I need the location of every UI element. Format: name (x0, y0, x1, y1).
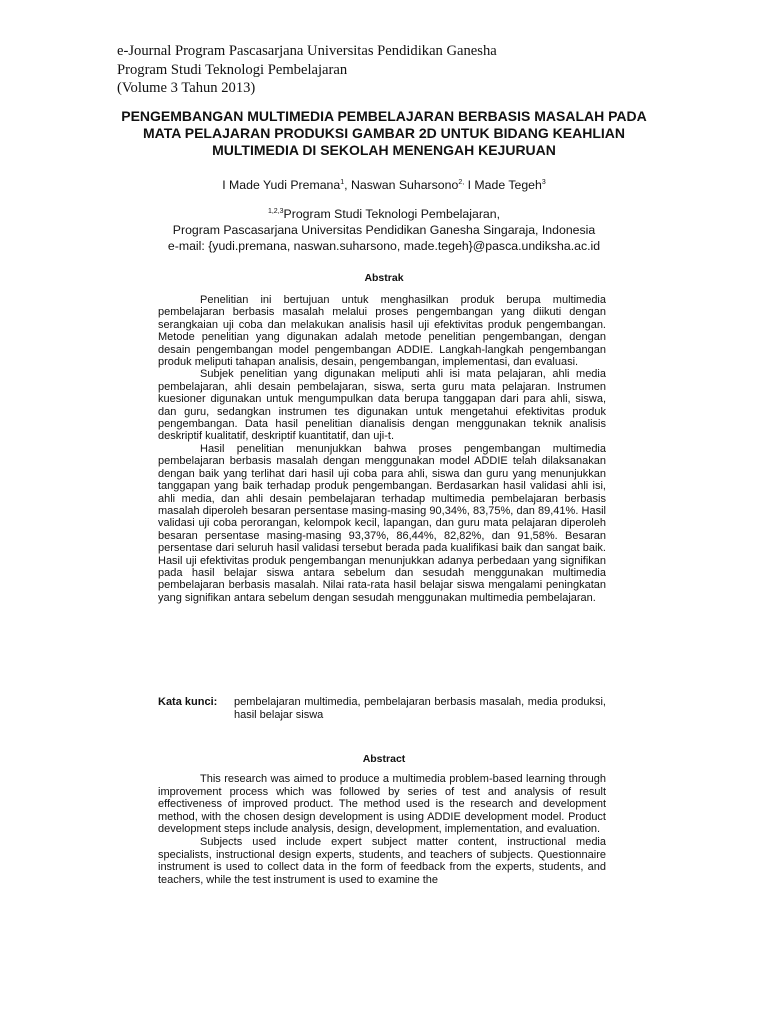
keywords (158, 696, 606, 722)
paper-title (100, 108, 668, 159)
journal-name: e-Journal Program Pascasarjana Universitas Pendidikan Ganesha (117, 43, 497, 59)
affiliation-line-2: Program Pascasarjana Universitas Pendidikan Ganesha Singaraja, Indonesia (172, 223, 596, 237)
affiliation-mark: 1,2,3 (267, 208, 284, 215)
volume-info: (Volume 3 Tahun 2013) (117, 80, 256, 96)
keywords-text: pembelajaran multimedia, pembelajaran berbasis masalah, media produksi, hasil belajar siswa (234, 696, 606, 721)
abstrak-paragraph-1: Penelitian ini bertujuan untuk menghasilkan produk berupa multimedia pembelajaran berbasis masalah melalui proses pengembangan yang diikuti dengan serangkaian uji coba dan melakukan analisis hasil uji efektivitas produk pengembangan. Metode penelitian yang digunakan adalah metode penelitian pengembangan, dengan desain pengembangan model pengembangan ADDIE. Langkah-langkah pengembangan produk meliputi tahapan analisis, desain, pengembangan, implementasi, dan evaluasi. (158, 294, 606, 369)
abstrak-heading: Abstrak (364, 272, 404, 284)
abstract-paragraph-1: This research was aimed to produce a multimedia problem-based learning through improvement process which was followed by series of test and analysis of result effectiveness of improved product. The method used is the research and development method, with the chosen design development is using ADDIE development model. Product development steps include analysis, design, development, implementation, and evaluation. (158, 773, 606, 836)
keywords-label: Kata kunci: (158, 696, 218, 708)
journal-header (117, 42, 497, 98)
title-line-1: PENGEMBANGAN MULTIMEDIA PEMBELAJARAN BERBASIS MASALAH PADA (121, 108, 647, 124)
author-2-mark: 2, (458, 179, 465, 186)
abstract-heading: Abstract (362, 753, 406, 765)
author-3: I Made Tegeh (464, 178, 542, 192)
abstrak-paragraph-3: Hasil penelitian menunjukkan bahwa proses pengembangan multimedia pembelajaran berbasis masalah dengan menggunakan model ADDIE telah dilaksanakan dengan baik yang terlihat dari hasil uji coba para ahli, siswa dan guru yang menunjukkan tanggapan yang baik terhadap produk pengembangan. Berdasarkan hasil validasi ahli isi, ahli media, dan ahli desain pembelajaran terhadap multimedia pembelajaran berbasis masalah diperoleh besaran persentase masing-masing 90,34%, 83,75%, dan 89,41%. Hasil validasi uji coba perorangan, kelompok kecil, lapangan, dan guru mata pelajaran diperoleh besaran persentase masing-masing 93,37%, 86,44%, 82,82%, dan 91,58%. Besaran persentase dari seluruh hasil validasi tersebut berada pada kualifikasi baik dan sangat baik. Hasil uji efektivitas produk pengembangan menunjukkan adanya perbedaan yang signifikan pada hasil belajar siswa antara sebelum dan sesudah menggunakan multimedia pembelajaran berbasis masalah. Nilai rata-rata hasil belajar siswa mengalami peningkatan yang signifikan antara sebelum dengan sesudah menggunakan multimedia pembelajaran. (158, 442, 606, 604)
affiliation (0, 206, 768, 254)
author-list (0, 177, 768, 193)
author-emails: e-mail: {yudi.premana, naswan.suharsono, made.tegeh}@pasca.undiksha.ac.id (167, 239, 601, 253)
abstract-body (158, 773, 606, 886)
abstrak-paragraph-2: Subjek penelitian yang digunakan meliputi ahli isi mata pelajaran, ahli media pembelajaran, ahli desain pembelajaran, siswa, serta guru mata pelajaran. Instrumen kuesioner digunakan untuk mengumpulkan data berupa tanggapan dari para ahli, siswa, dan guru, sedangkan instrumen tes digunakan untuk mengetahui efektivitas produk pengembangan. Data hasil penelitian dianalisis dengan menggunakan teknik analisis deskriptif kualitatif, deskriptif kuantitatif, dan uji-t. (158, 368, 606, 443)
author-3-mark: 3 (541, 179, 546, 186)
abstract-paragraph-2: Subjects used include expert subject matter content, instructional media specialists, instructional design experts, students, and teachers of subjects. Questionnaire instrument is used to collect data in the form of feedback from the experts, students, and teachers, while the test instrument is used to examine the (158, 835, 606, 886)
title-line-3: MULTIMEDIA DI SEKOLAH MENENGAH KEJURUAN (212, 142, 556, 158)
study-program: Program Studi Teknologi Pembelajaran (117, 61, 348, 78)
affiliation-line-1: Program Studi Teknologi Pembelajaran, (283, 207, 501, 221)
title-line-2: MATA PELAJARAN PRODUKSI GAMBAR 2D UNTUK BIDANG KEAHLIAN (143, 125, 625, 141)
author-1-mark: 1 (340, 179, 345, 186)
author-2: , Naswan Suharsono (344, 178, 459, 192)
author-1: I Made Yudi Premana (222, 178, 341, 192)
abstrak-body (158, 294, 606, 604)
